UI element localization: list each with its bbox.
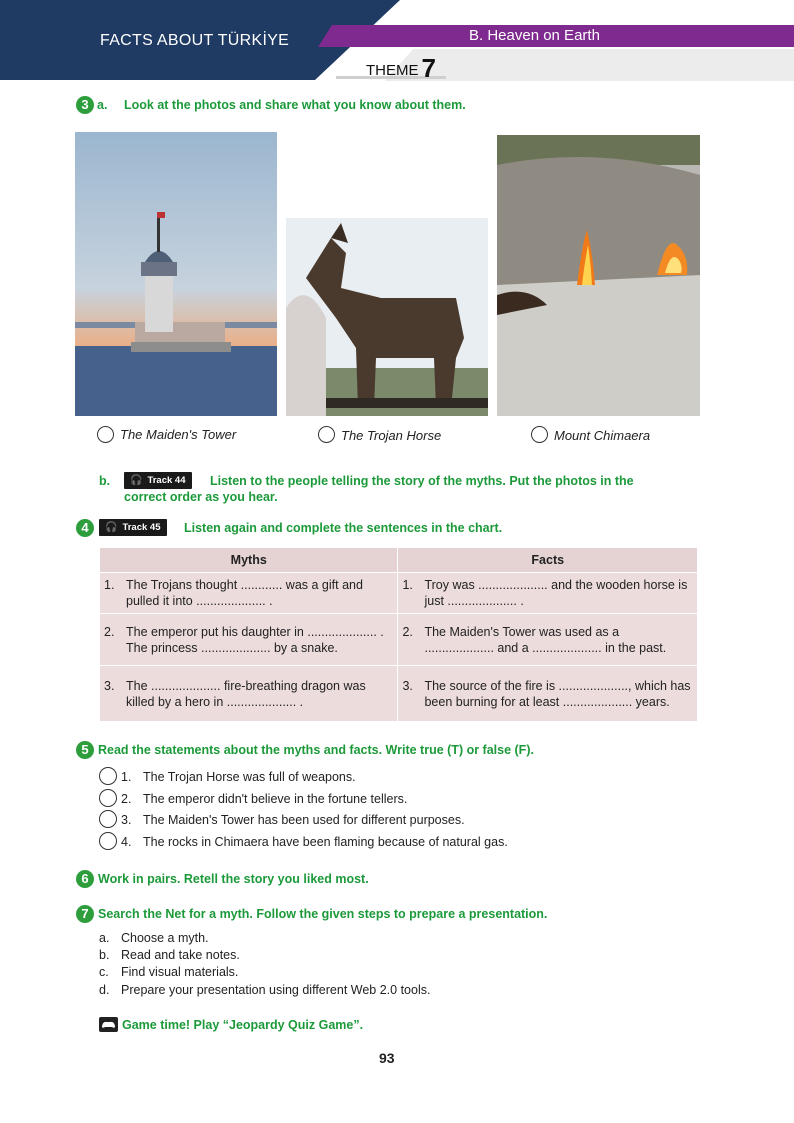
step-text-c: Find visual materials. — [121, 965, 239, 979]
myths-facts-chart — [99, 547, 698, 722]
track-45-label: Track 45 — [122, 522, 161, 533]
exercise-5-marker: 5 — [76, 741, 94, 759]
step-letter-d: d. — [99, 983, 110, 997]
headphones-icon: 🎧 — [105, 522, 118, 533]
fact-text-1: Troy was .................... and the wooden horse is just .................... . — [424, 578, 688, 608]
exercise-3a-instruction: Look at the photos and share what you know about them. — [124, 98, 466, 112]
trojan-horse-caption: The Trojan Horse — [341, 428, 442, 443]
page-number: 93 — [379, 1050, 395, 1066]
statement-num-4: 4. — [121, 835, 132, 849]
myth-num-3: 3. — [104, 678, 115, 693]
fact-cell-3 — [398, 666, 698, 722]
fact-cell-1 — [398, 573, 698, 614]
statement-num-2: 2. — [121, 792, 132, 806]
theme-word: THEME — [366, 62, 419, 79]
game-controller-icon — [99, 1017, 118, 1032]
myths-header: Myths — [100, 548, 398, 573]
trojan-horse-photo — [286, 218, 488, 416]
myth-cell-1 — [100, 573, 398, 614]
headphones-icon: 🎧 — [130, 475, 143, 486]
myth-text-2: The emperor put his daughter in .................... . The princess .................... by a snake. — [126, 624, 384, 655]
step-text-d: Prepare your presentation using different Web 2.0 tools. — [121, 983, 431, 997]
answer-circle-5-3[interactable] — [99, 810, 117, 828]
fact-num-3: 3. — [402, 678, 413, 693]
statement-text-3: The Maiden's Tower has been used for different purposes. — [143, 813, 465, 827]
exercise-3b-instruction-line2: correct order as you hear. — [124, 490, 278, 504]
exercise-3a-letter: a. — [97, 98, 108, 112]
section-title: B. Heaven on Earth — [469, 27, 600, 44]
mount-chimaera-photo — [497, 135, 700, 416]
step-letter-b: b. — [99, 948, 110, 962]
track-44-badge[interactable] — [124, 472, 192, 489]
step-text-b: Read and take notes. — [121, 948, 240, 962]
fact-text-3: The source of the fire is ...................., which has been burning for at least .................... years. — [424, 678, 691, 709]
myth-text-3: The .................... fire-breathing dragon was killed by a hero in .................... . — [126, 678, 366, 709]
fact-text-2: The Maiden's Tower was used as a .................... and a .................... in the past. — [424, 624, 667, 655]
statement-num-3: 3. — [121, 813, 132, 827]
exercise-4-instruction: Listen again and complete the sentences in the chart. — [184, 521, 503, 535]
exercise-3-marker: 3 — [76, 96, 94, 114]
exercise-3b-instruction-line1: Listen to the people telling the story of the myths. Put the photos in the — [210, 474, 634, 488]
theme-number: 7 — [421, 53, 436, 83]
statement-text-1: The Trojan Horse was full of weapons. — [143, 770, 356, 784]
statement-text-4: The rocks in Chimaera have been flaming because of natural gas. — [143, 835, 508, 849]
game-time-text[interactable]: Game time! Play “Jeopardy Quiz Game”. — [122, 1018, 364, 1032]
answer-circle-5-1[interactable] — [99, 767, 117, 785]
step-text-a: Choose a myth. — [121, 931, 209, 945]
exercise-5-instruction: Read the statements about the myths and facts. Write true (T) or false (F). — [98, 743, 534, 757]
maiden-tower-photo — [75, 132, 277, 416]
track-45-badge[interactable] — [99, 519, 167, 536]
myth-cell-3 — [100, 666, 398, 722]
fact-num-1: 1. — [402, 578, 413, 592]
header-gray-banner — [385, 49, 794, 81]
myth-num-1: 1. — [104, 578, 115, 592]
statement-num-1: 1. — [121, 770, 132, 784]
myth-num-2: 2. — [104, 624, 115, 639]
exercise-3b-letter: b. — [99, 474, 111, 488]
exercise-6-instruction: Work in pairs. Retell the story you liked most. — [98, 872, 369, 886]
exercise-4-marker: 4 — [76, 519, 94, 537]
chapter-title: FACTS ABOUT TÜRKİYE — [100, 32, 290, 49]
maiden-tower-answer-circle[interactable] — [97, 426, 114, 443]
trojan-horse-answer-circle[interactable] — [318, 426, 335, 443]
mount-chimaera-answer-circle[interactable] — [531, 426, 548, 443]
step-letter-c: c. — [99, 965, 109, 979]
fact-num-2: 2. — [402, 624, 413, 639]
answer-circle-5-2[interactable] — [99, 789, 117, 807]
myth-cell-2 — [100, 614, 398, 666]
exercise-7-marker: 7 — [76, 905, 94, 923]
myth-text-1: The Trojans thought ............ was a gift and pulled it into .................... . — [126, 578, 363, 608]
mount-chimaera-caption: Mount Chimaera — [554, 428, 651, 443]
fact-cell-2 — [398, 614, 698, 666]
theme-label — [366, 53, 436, 84]
maiden-tower-caption: The Maiden's Tower — [120, 427, 237, 442]
facts-header: Facts — [398, 548, 698, 573]
step-letter-a: a. — [99, 931, 110, 945]
answer-circle-5-4[interactable] — [99, 832, 117, 850]
statement-text-2: The emperor didn't believe in the fortune tellers. — [143, 792, 408, 806]
track-44-label: Track 44 — [147, 475, 186, 486]
exercise-7-instruction: Search the Net for a myth. Follow the given steps to prepare a presentation. — [98, 907, 548, 921]
exercise-6-marker: 6 — [76, 870, 94, 888]
